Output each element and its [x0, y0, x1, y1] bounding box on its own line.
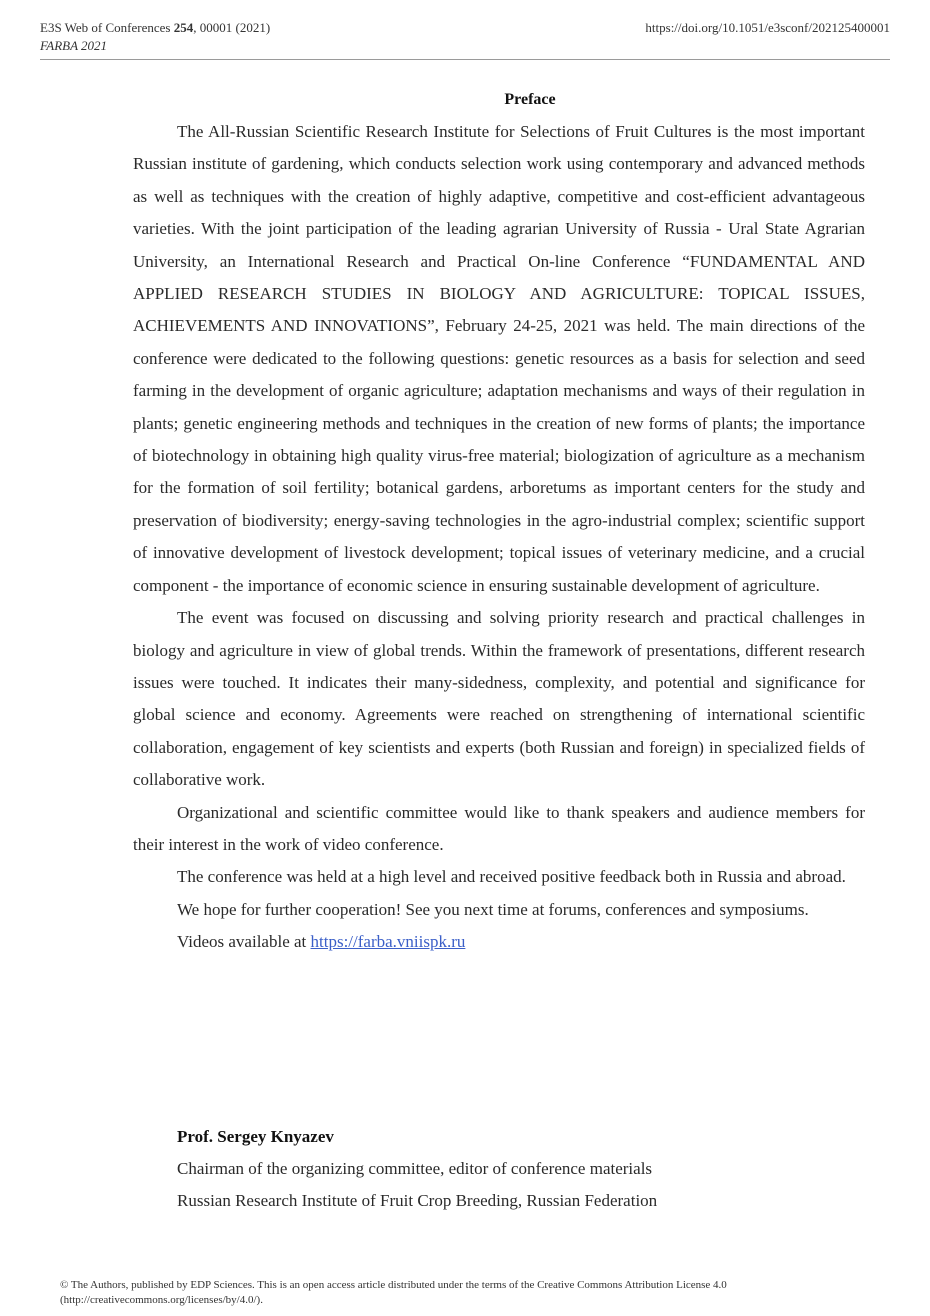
doi-link[interactable]: https://doi.org/10.1051/e3sconf/202125400001 [645, 20, 890, 35]
journal-citation [40, 19, 270, 55]
license-text: © The Authors, published by EDP Sciences. This is an open access article distributed under the terms of the Creative Commons Attribution License 4.0 [60, 1279, 727, 1291]
videos-paragraph [133, 926, 865, 958]
author-name: Prof. Sergey Knyazev [177, 1127, 334, 1146]
journal-line [40, 19, 270, 37]
preface-body [133, 116, 865, 959]
author-affiliation: Russian Research Institute of Fruit Crop Breeding, Russian Federation [177, 1191, 658, 1210]
paragraph-2: The event was focused on discussing and solving priority research and practical challenges in biology and agriculture in view of global trends. Within the framework of presentations, different research issues were touched. It indicates their many-sidedness, complexity, and potential and significance for global science and economy. Agreements were reached on strengthening of international scientific collaboration, engagement of key scientists and experts (both Russian and foreign) in specialized fields of collaborative work. [133, 608, 865, 790]
article-reference: , 00001 (2021) [193, 20, 271, 35]
signature-block [177, 1121, 877, 1217]
conference-name: FARBA 2021 [40, 38, 108, 53]
page-title: Preface [504, 91, 556, 108]
paragraph-5: We hope for further cooperation! See you next time at forums, conferences and symposiums. [177, 899, 809, 919]
paragraph-3: Organizational and scientific committee would like to thank speakers and audience members for their interest in the work of video conference. [133, 802, 865, 854]
license-url: (http://creativecommons.org/licenses/by/4.0/). [60, 1294, 263, 1306]
page-header [40, 19, 890, 60]
author-role: Chairman of the organizing committee, editor of conference materials [177, 1159, 653, 1178]
journal-volume: 254 [173, 20, 194, 35]
journal-name: E3S Web of Conferences [40, 20, 174, 35]
paragraph-4: The conference was held at a high level and received positive feedback both in Russia and abroad. [177, 867, 846, 887]
videos-link[interactable]: https://farba.vniispk.ru [310, 932, 466, 952]
paragraph-1: The All-Russian Scientific Research Institute for Selections of Fruit Cultures is the most important Russian institute of gardening, which conducts selection work using contemporary and advanced methods as well as techniques with the creation of highly adaptive, competitive and cost-efficient advantageous varieties. With the joint participation of the leading agrarian University of Russia - Ural State Agrarian University, an International Research and Practical On-line Conference “FUNDAMENTAL AND APPLIED RESEARCH STUDIES IN BIOLOGY AND AGRICULTURE: TOPICAL ISSUES, ACHIEVEMENTS AND INNOVATIONS”, February 24-25, 2021 was held. The main directions of the conference were dedicated to the following questions: genetic resources as a basis for selection and seed farming in the development of organic agriculture; adaptation mechanisms and ways of their regulation in plants; genetic engineering methods and techniques in the creation of new forms of plants; the importance of biotechnology in obtaining high quality virus-free material; biologization of agriculture as a mechanism for the formation of soil fertility; botanical gardens, arboretums as important centers for the study and preservation of biodiversity; energy-saving technologies in the agro-industrial complex; scientific support of innovative development of livestock development; topical issues of veterinary medicine, and a crucial component - the importance of economic science in ensuring sustainable development of agriculture. [133, 122, 865, 595]
license-footer [60, 1278, 878, 1308]
videos-label: Videos available at [177, 932, 311, 952]
